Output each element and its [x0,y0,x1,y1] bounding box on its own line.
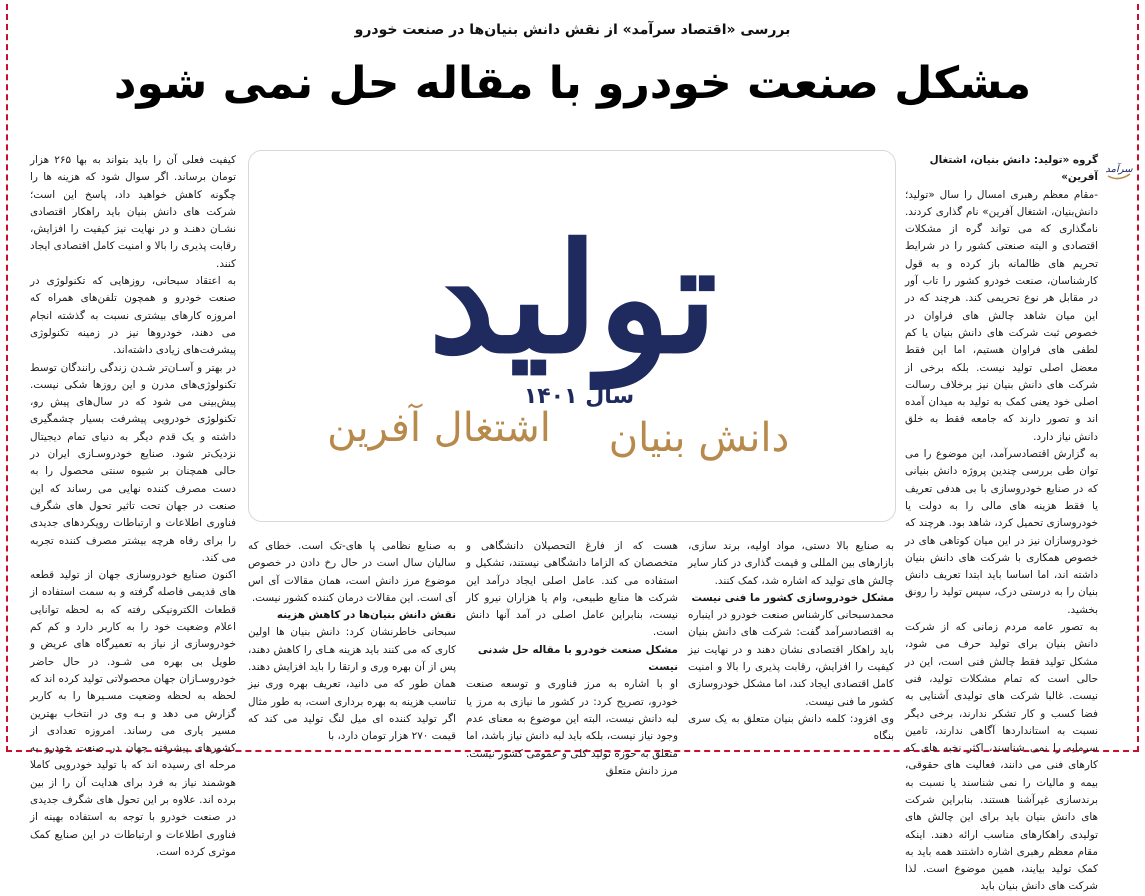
paragraph: کیفیت فعلی آن را باید بتواند به بها ۲۶۵ هزار تومان برساند. اگر سوال شود که هزینه ها را چگونه کاهش خواهید داد، پاسخ این است؛ شرکت های دانش بنیان باید راهکار اقتصادی نشـان دهنـد و در نهایت نیز کیفیت را افزایش، رقابت پذیری را بالا و امنیت کامل اقتصادی ایجاد کنند. [30,154,236,270]
paragraph: اکنون صنایع خودروسازی جهان از تولید قطعه های قدیمی فاصله گرفته و به سمت استفاده از قطعات الکترونیکی رفته که به لحظه توانایی اعلام وضعیت خود را به کاربر دارد و کم کم خودروسازی از نیاز به تعمیرگاه های عریض و طویل بی بهره می شـود. در حال حاضر خودروسـازان جهان محصولاتی تولید کرده اند که لحظه به لحظه وضعیت مسـیرها را به کاربر گزارش می دهد و بـه وی در انتخاب بهترین مسیر یاری می رساند. امروزه تعدادی از کشورهای پیشرفته جهان در صنعت خودرو به مرحله ای رسیده اند که با تولید خودرویی کاملا هوشمند نیاز به فرد برای هدایت آن را از بین برده اند. علاوه بر این تحول های شگرف جدیدی در صنعت خودرو با توجه به استفاده بهینه از فناوری اطلاعات و ارتباطات در این صنایع کمک موثری کرده است. [30,569,236,858]
paragraph: او با اشاره به مرز فناوری و توسعه صنعت خودرو، تصریح کرد: در کشور ما نیازی به مرز یا لبه دانش نیست، البته این موضوع به معنای عدم وجود نیاز نیست، بلکه باید لبه دانش نیاز باشد، اما متعلق به حوزه تولید کلی و عمومی کشور نیست. مرز دانش متعلق [466,678,678,777]
paragraph: به صنایع نظامی پا های-تک است. خطای که سالیان سال است در حال رخ دادن در خصوص موضوع مرز دانش است، همان مقالات آی اس آی است. این مقالات درمان کننده کشور نیست. [248,540,456,604]
paragraph: به گزارش اقتصادسرآمد، این موضوع را می توان طی بررسی چندین پروژه دانش بنیانی که در صنایع خودروسازی با بی هدفی تعریف یا فقط هزینه های مالی را به دولت یا خودروسازی تحمیل کرد، شاهد بود. هرچند که خودروسازان نیز در این میان کوتاهی های در خصوص همکاری با شرکت های دانش بنیان داشته اند، اما اساسا باید ابتدا تعریف دانش بنیان را به درستی درک، سپس تولید را رونق بخشید. [905,448,1098,616]
paragraph: -مقام معظم رهبری امسال را سال «تولید؛ دانش‌بنیان، اشتغال آفرین» نام گذاری کردند. نامگذاری که می تواند گره از مشکلات اقتصادی و البته صنعتی کشور را در شرایط تحریم های ظالمانه باز کرده و به قول کارشناسان، صنعت خودرو کشور را تاب آور در مقابل هر نوع تحریمی کند. هرچند که در این میان شاهد چالش های فراوان در خصوص ثبت شرکت های دانش بنیان یا کم لطفی های فراوان هستیم، اما این فقط معضل اصلی تولید نیست. بلکه برخی از شرکت های دانش بنیان نیز برخلاف رسالت اصلی خود یعنی کمک به تولید به میدان آمده اند و تصور دارند که جامعه فقط به خلق دانش نیاز دارد. [905,188,1098,443]
column-bottom-3 [248,538,456,743]
hero-image [248,150,896,522]
subheading: مشکل صنعت خودرو با مقاله حل شدنی نیست [477,643,678,674]
column-bottom-2 [466,538,678,777]
paragraph: در بهتر و آسـان‌تر شـدن زندگی رانندگان توسط تکنولوژی‌های مدرن و این روزها شکی نیست. پیش‌بینی می شود که در سال‌های پیش رو، تکنولوژی خودرویی پیشرفت بسیار چشمگیری داشته و یک قدم دیگر به دنیای تمام دیجیتال نزدیک‌تر شود. صنایع خودروسـازی ایران در حالی همچنان بر شیوه سنتی محصول را به دست مصرف کننده نهایی می رساند که این صنعت در جهان تحت تاثیر تحول های شگرف فناوری اطلاعات و ارتباطات رویکردهای جدیدی را برای رفاه هرچه بیشتر مصرف کننده تجربه می کند. [30,361,236,564]
hero-year: سال ۱۴۰۱ [523,384,635,409]
hero-word: تولید [428,211,718,387]
hero-subtitle-2: اشتغال آفرین [327,405,551,451]
subheading: مشکل خودروسازی کشور ما فنی نیست [691,591,894,604]
article-headline: مشکل صنعت خودرو با مقاله حل نمی شود [113,58,1032,109]
column-bottom-1 [688,538,894,743]
column-right [905,152,1098,893]
paragraph: به اعتقاد سبحانی، روزهایی که تکنولوژی در صنعت خودرو و همچون تلفن‌های همراه که امروزه کارهای بیشتری نسبت به گذشته انجام می دهند، خودروها نیز در زمینه تکنولوژی پیشرفت‌های زیادی داشته‌اند. [30,275,236,357]
subheading: گروه «تولید: دانش بنیان، اشتغال آفرین» [929,154,1098,184]
paragraph: سبحانی خاطرنشان کرد: دانش بنیان ها اولین کاری که می کنند باید هزینه هـای را کاهش دهند، پس از آن بهره وری و ارتقا را باید افزایش دهند. همان طور که می دانید، تعریف بهره وری نیز تناسب هزینه به بهره برداری است، به طور مثال اگر تولید کننده ای میل لنگ تولید می کند که قیمت ۲۷۰ هزار تومان دارد، با [248,626,456,743]
paragraph: محمدسبحانی کارشناس صنعت خودرو در اینباره به اقتصادسرآمد گفت: شرکت های دانش بنیان باید راهکار اقتصادی نشان دهند و در نهایت نیز کیفیت را افزایش، رقابت پذیری را بالا و امنیت کامل اقتصادی ایجاد کند، اما مشکل خودروسازی کشور ما فنی نیست. [688,609,894,708]
publication-logo-icon [1104,150,1134,190]
hero-subtitle-1: دانش بنیان [608,415,790,461]
subheading: نقش دانش بنیان‌ها در کاهش هزینه [276,609,456,622]
paragraph: به تصور عامه مردم زمانی که از شرکت دانش بنیان برای تولید حرف می شود، مشکل تولید فقط چالش فنی است، این در حالی است که تمام مشکلات تولید، فنی نیست. غالبا شرکت های تولیدی آشنایی به فضا کسب و کار تشکر ندارند، برخی دیگر نسبت به استانداردها آگاهی ندارند، تامین سرمایه را نمی شناسند، اکثر نخبه های که کارهای فنی می دانند، فعالیت های حقوقی، بیمه و مالیات را نمی شناسند یا نسبت به برندسازی غیرآشنا هستند. بنابراین شرکت های دانش بنیان باید برای این چالش های تولیدی راهکارهای مناسب ارائه دهند. اینکه مقام معظم رهبری اشاره داشتند همه باید به کمک تولید بیایند، همین موضوع است. لذا شرکت های دانش بنیان باید [905,621,1098,893]
column-left [30,152,236,858]
paragraph: هست که از فارغ التحصیلان دانشگاهی و متخصصان که الزاما دانشگاهی نیستند، تشکیل و استفاده می کند. عامل اصلی ایجاد درآمد این شرکت ها منابع طبیعی، وام یا هزاران نیرو کار نیست، بنابراین عامل اصلی در آمد آنها دانش است. [466,540,678,639]
paragraph: به صنایع بالا دستی، مواد اولیه، برند سازی، بازارهای بین المللی و قیمت گذاری در کنار سایر چالش های تولید که اشاره شد، کمک کنند. [688,540,894,587]
logo-text: سرآمد [1105,164,1133,175]
paragraph: وی افزود: کلمه دانش بنیان متعلق به یک سری بنگاه [688,712,894,743]
article-kicker: بررسی «اقتصاد سرآمد» از نقش دانش بنیان‌ها در صنعت خودرو [354,22,791,38]
